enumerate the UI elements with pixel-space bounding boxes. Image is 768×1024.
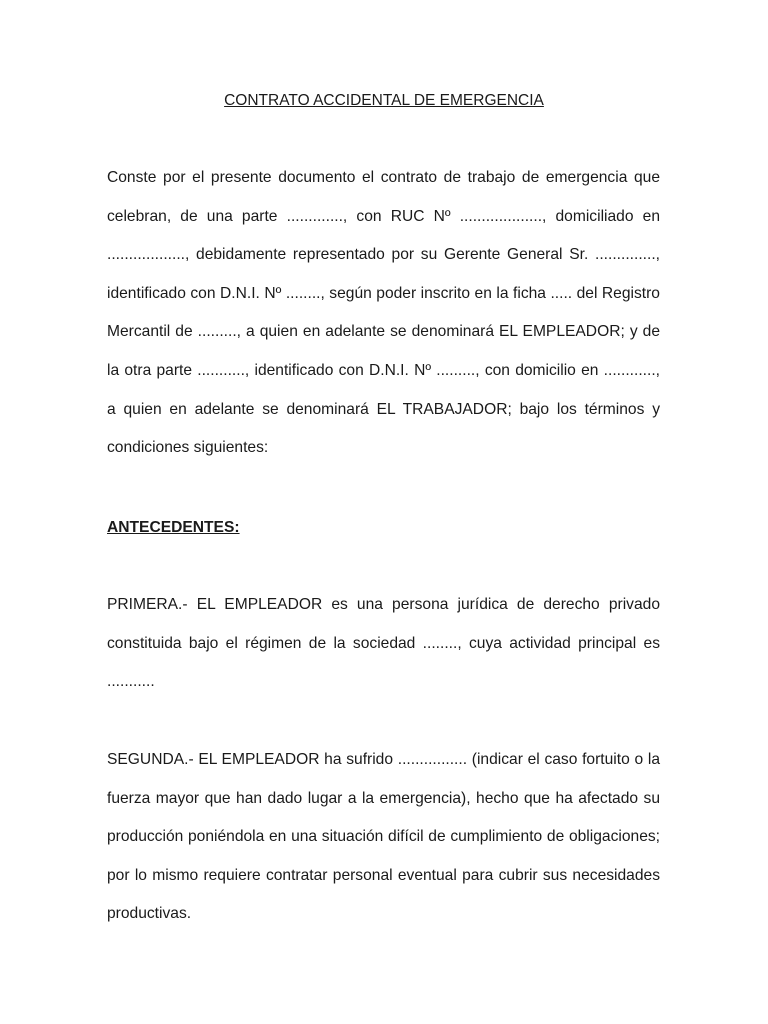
clause-segunda: SEGUNDA.- EL EMPLEADOR ha sufrido ................ (indicar el caso fortuito o la fuerza mayor que han dado lugar a la emergencia), hecho que ha afectado su producción poniéndola en una situación difícil de cumplimiento de obligaciones; por lo mismo requiere contratar personal eventual para cubrir sus necesidades productivas. [107, 751, 660, 923]
intro-paragraph: Conste por el presente documento el contrato de trabajo de emergencia que celebran, de una parte ............., con RUC Nº ..................., domiciliado en .................., debidamente representado por su Gerente General Sr. .............., identificado con D.N.I. Nº ........, según poder inscrito en la ficha ..... del Registro Mercantil de ........., a quien en adelante se denominará EL EMPLEADOR; y de la otra parte ..........., identificado con D.N.I. Nº ........., con domicilio en ............, a quien en adelante se denominará EL TRABAJADOR; bajo los términos y condiciones siguientes: [107, 169, 660, 457]
clause-primera: PRIMERA.- EL EMPLEADOR es una persona jurídica de derecho privado constituida bajo el régimen de la sociedad ........, cuya actividad principal es ........... [107, 596, 660, 691]
document-title: CONTRATO ACCIDENTAL DE EMERGENCIA [224, 92, 544, 109]
section-heading-antecedentes: ANTECEDENTES: [107, 519, 240, 536]
